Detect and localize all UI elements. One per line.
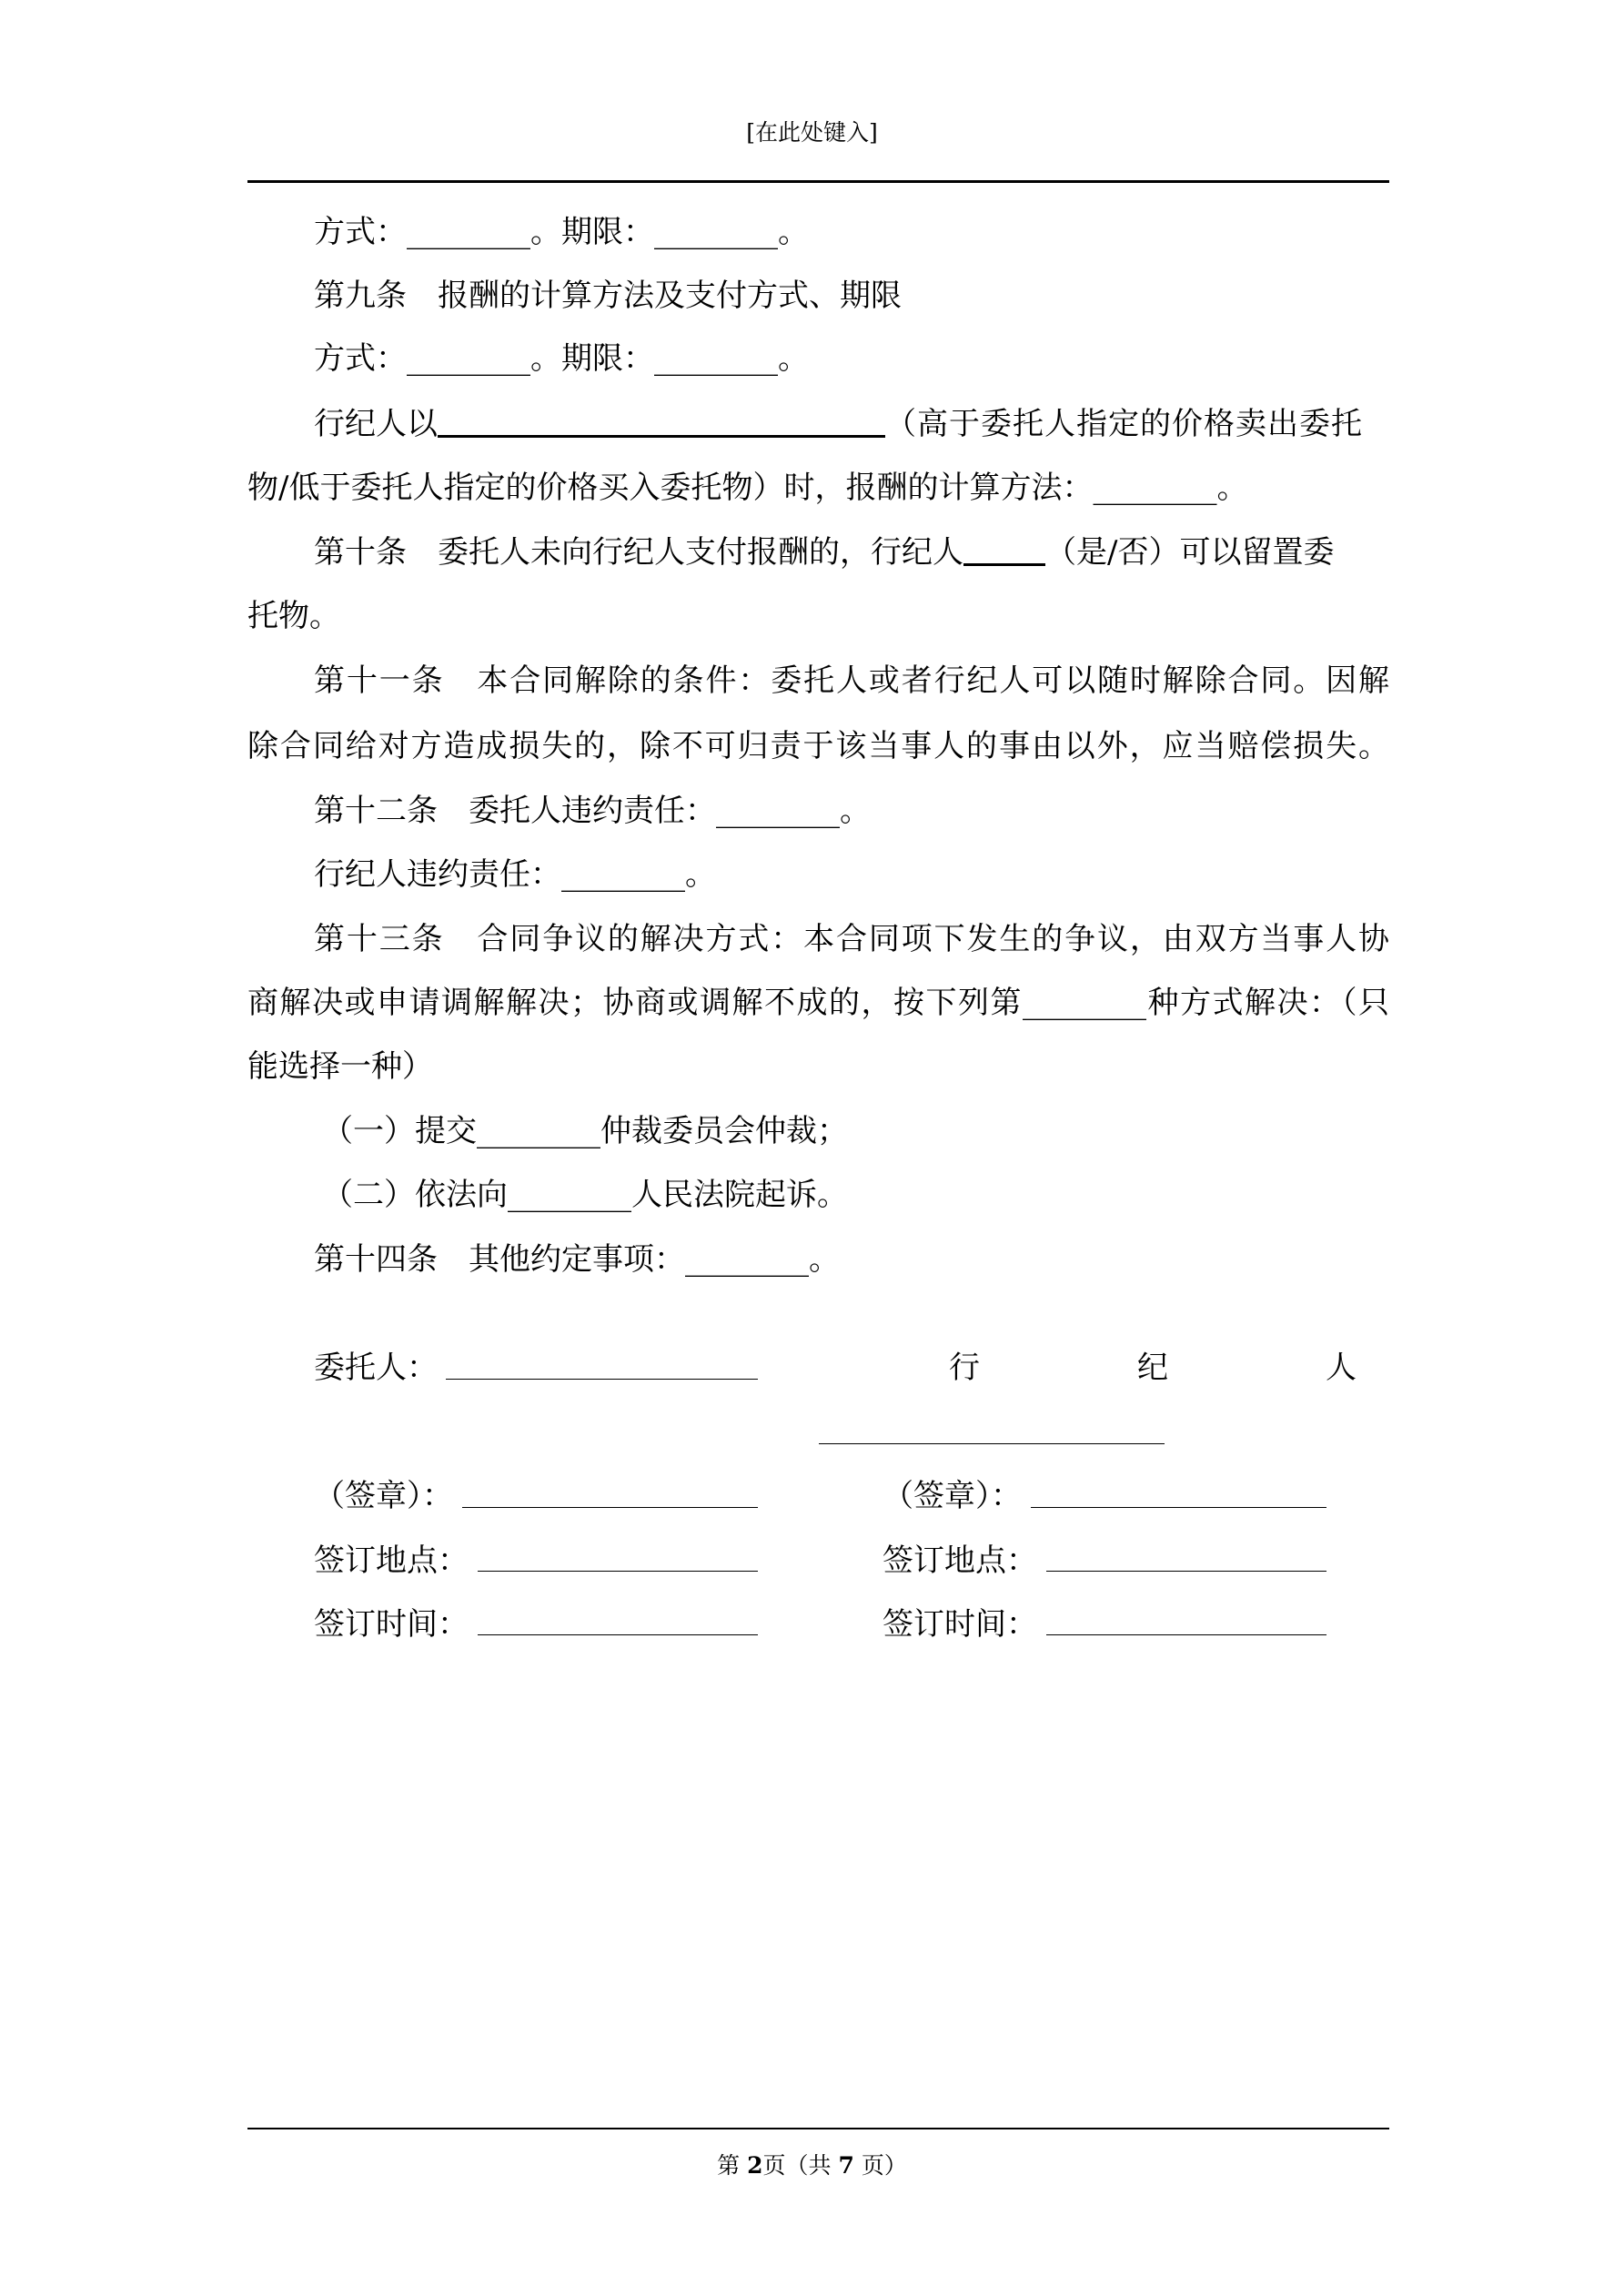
article-9-heading: 第九条 报酬的计算方法及支付方式、期限 bbox=[314, 278, 902, 314]
paragraph-line: 行纪人违约责任：________。 bbox=[314, 856, 716, 893]
paragraph-line: 物/低于委托人指定的价格买入委托物）时，报酬的计算方法：________。 bbox=[247, 470, 1248, 506]
broker-place-label: 签订地点： bbox=[883, 1542, 1037, 1579]
option-1: （一）提交________仲裁委员会仲裁； bbox=[322, 1113, 848, 1149]
broker-time-label: 签订时间： bbox=[883, 1606, 1037, 1643]
client-place-blank bbox=[478, 1571, 758, 1572]
total-pages: 7 bbox=[838, 2152, 854, 2179]
article-10-line bbox=[247, 534, 1389, 571]
price-blank bbox=[438, 408, 885, 438]
paragraph-line: 商解决或申请调解解决；协商或调解不成的，按下列第________种方式解决：（只 bbox=[247, 985, 1389, 1021]
article-11-line: 第十一条 本合同解除的条件：委托人或者行纪人可以随时解除合同。因解 bbox=[314, 663, 1389, 699]
footer-text: 页（共 bbox=[762, 2152, 839, 2179]
text: 第十条 委托人未向行纪人支付报酬的，行纪人 bbox=[314, 534, 963, 571]
text: （高于委托人指定的价格卖出委托 bbox=[885, 406, 1363, 442]
paragraph-line: 托物。 bbox=[247, 598, 340, 634]
client-place-label: 签订地点： bbox=[314, 1542, 469, 1579]
page-header: [在此处键入] bbox=[746, 119, 878, 146]
broker-time-blank bbox=[1046, 1634, 1326, 1635]
client-label: 委托人： bbox=[314, 1350, 438, 1386]
paragraph-line: 方式：________。期限：________。 bbox=[314, 340, 809, 377]
footer-text: 第 bbox=[717, 2152, 748, 2179]
header-rule bbox=[247, 180, 1389, 183]
article-14-line: 第十四条 其他约定事项：________。 bbox=[314, 1241, 840, 1278]
paragraph-line: 能选择一种） bbox=[247, 1048, 433, 1085]
paragraph-line: 方式：________。期限：________。 bbox=[314, 214, 809, 250]
paragraph-line bbox=[247, 406, 1389, 442]
yes-no-blank bbox=[963, 536, 1045, 566]
footer-text: 页） bbox=[853, 2152, 907, 2179]
paragraph-line: 除合同给对方造成损失的，除不可归责于该当事人的事由以外，应当赔偿损失。 bbox=[247, 728, 1389, 764]
client-time-label: 签订时间： bbox=[314, 1606, 469, 1643]
text: （是/否）可以留置委 bbox=[1045, 534, 1335, 571]
article-13-line: 第十三条 合同争议的解决方式：本合同项下发生的争议，由双方当事人协 bbox=[314, 921, 1389, 957]
page-footer bbox=[0, 2148, 1624, 2180]
footer-rule bbox=[247, 2128, 1389, 2129]
broker-place-blank bbox=[1046, 1571, 1326, 1572]
broker-seal-blank bbox=[1031, 1507, 1326, 1508]
broker-blank bbox=[819, 1443, 1165, 1444]
client-seal-label: （签章）： bbox=[314, 1478, 453, 1514]
broker-seal-label: （签章）： bbox=[883, 1478, 1022, 1514]
option-2: （二）依法向________人民法院起诉。 bbox=[322, 1177, 848, 1213]
client-seal-blank bbox=[462, 1507, 758, 1508]
article-12-line: 第十二条 委托人违约责任：________。 bbox=[314, 793, 871, 829]
client-blank bbox=[446, 1379, 758, 1380]
broker-char: 纪 bbox=[1137, 1350, 1168, 1386]
page-number: 2 bbox=[747, 2152, 763, 2179]
text: 行纪人以 bbox=[314, 406, 438, 442]
broker-char: 行 bbox=[949, 1350, 980, 1386]
client-time-blank bbox=[478, 1634, 758, 1635]
broker-char: 人 bbox=[1326, 1350, 1357, 1386]
